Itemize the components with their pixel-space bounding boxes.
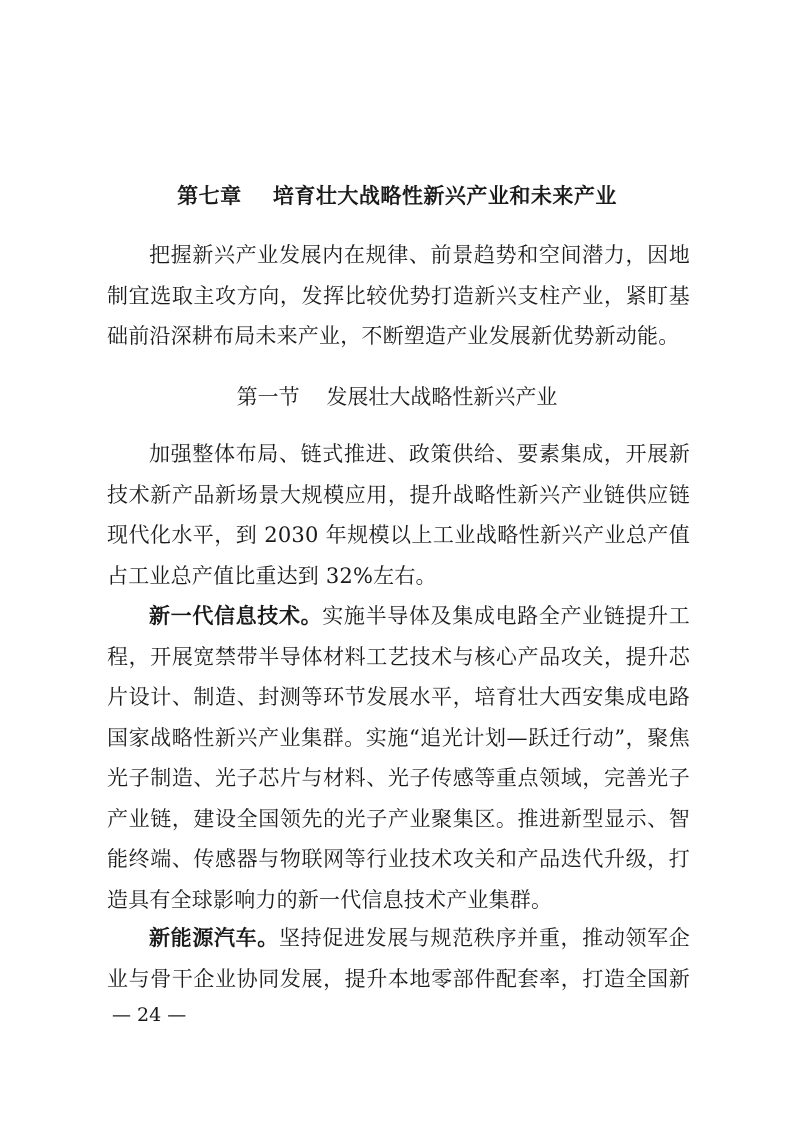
page-number: — 24 — bbox=[112, 1004, 187, 1026]
section-paragraph: 加强整体布局、链式推进、政策供给、要素集成，开展新技术新产品新场景大规模应用，提升战略性新兴产业链供应链现代化水平，到 2030 年规模以上工业战略性新兴产业总产值占工业总产值比重达到 32%左右。 bbox=[107, 442, 690, 588]
it-industry-text: 实施半导体及集成电路全产业链提升工程，开展宽禁带半导体材料工艺技术与核心产品攻关，提升芯片设计、制造、封测等环节发展水平，培育壮大西安集成电路国家战略性新兴产业集群。实施“追光计划—跃迁行动”，聚焦光子制造、光子芯片与材料、光子传感等重点领域，完善光子产业链，建设全国领先的光子产业聚集区。推进新型显示、智能终端、传感器与物联网等行业技术攻关和产品迭代升级，打造具有全球影响力的新一代信息技术产业集群。 bbox=[107, 604, 690, 912]
it-industry-lead: 新一代信息技术。 bbox=[149, 604, 323, 628]
nev-industry-text: 坚持促进发展与规范秩序并重，推动领军企业与骨干企业协同发展，提升本地零部件配套率，打造全国新 bbox=[107, 926, 690, 991]
nev-industry-paragraph bbox=[107, 918, 690, 999]
intro-paragraph: 把握新兴产业发展内在规律、前景趋势和空间潜力，因地制宜选取主攻方向，发挥比较优势打造新兴支柱产业，紧盯基础前沿深耕布局未来产业，不断塑造产业发展新优势新动能。 bbox=[107, 243, 690, 348]
nev-industry-lead: 新能源汽车。 bbox=[149, 926, 279, 950]
section-title: 第一节 发展壮大战略性新兴产业 bbox=[236, 385, 558, 409]
chapter-title: 第七章 培育壮大战略性新兴产业和未来产业 bbox=[177, 184, 617, 208]
it-industry-paragraph bbox=[107, 596, 690, 920]
